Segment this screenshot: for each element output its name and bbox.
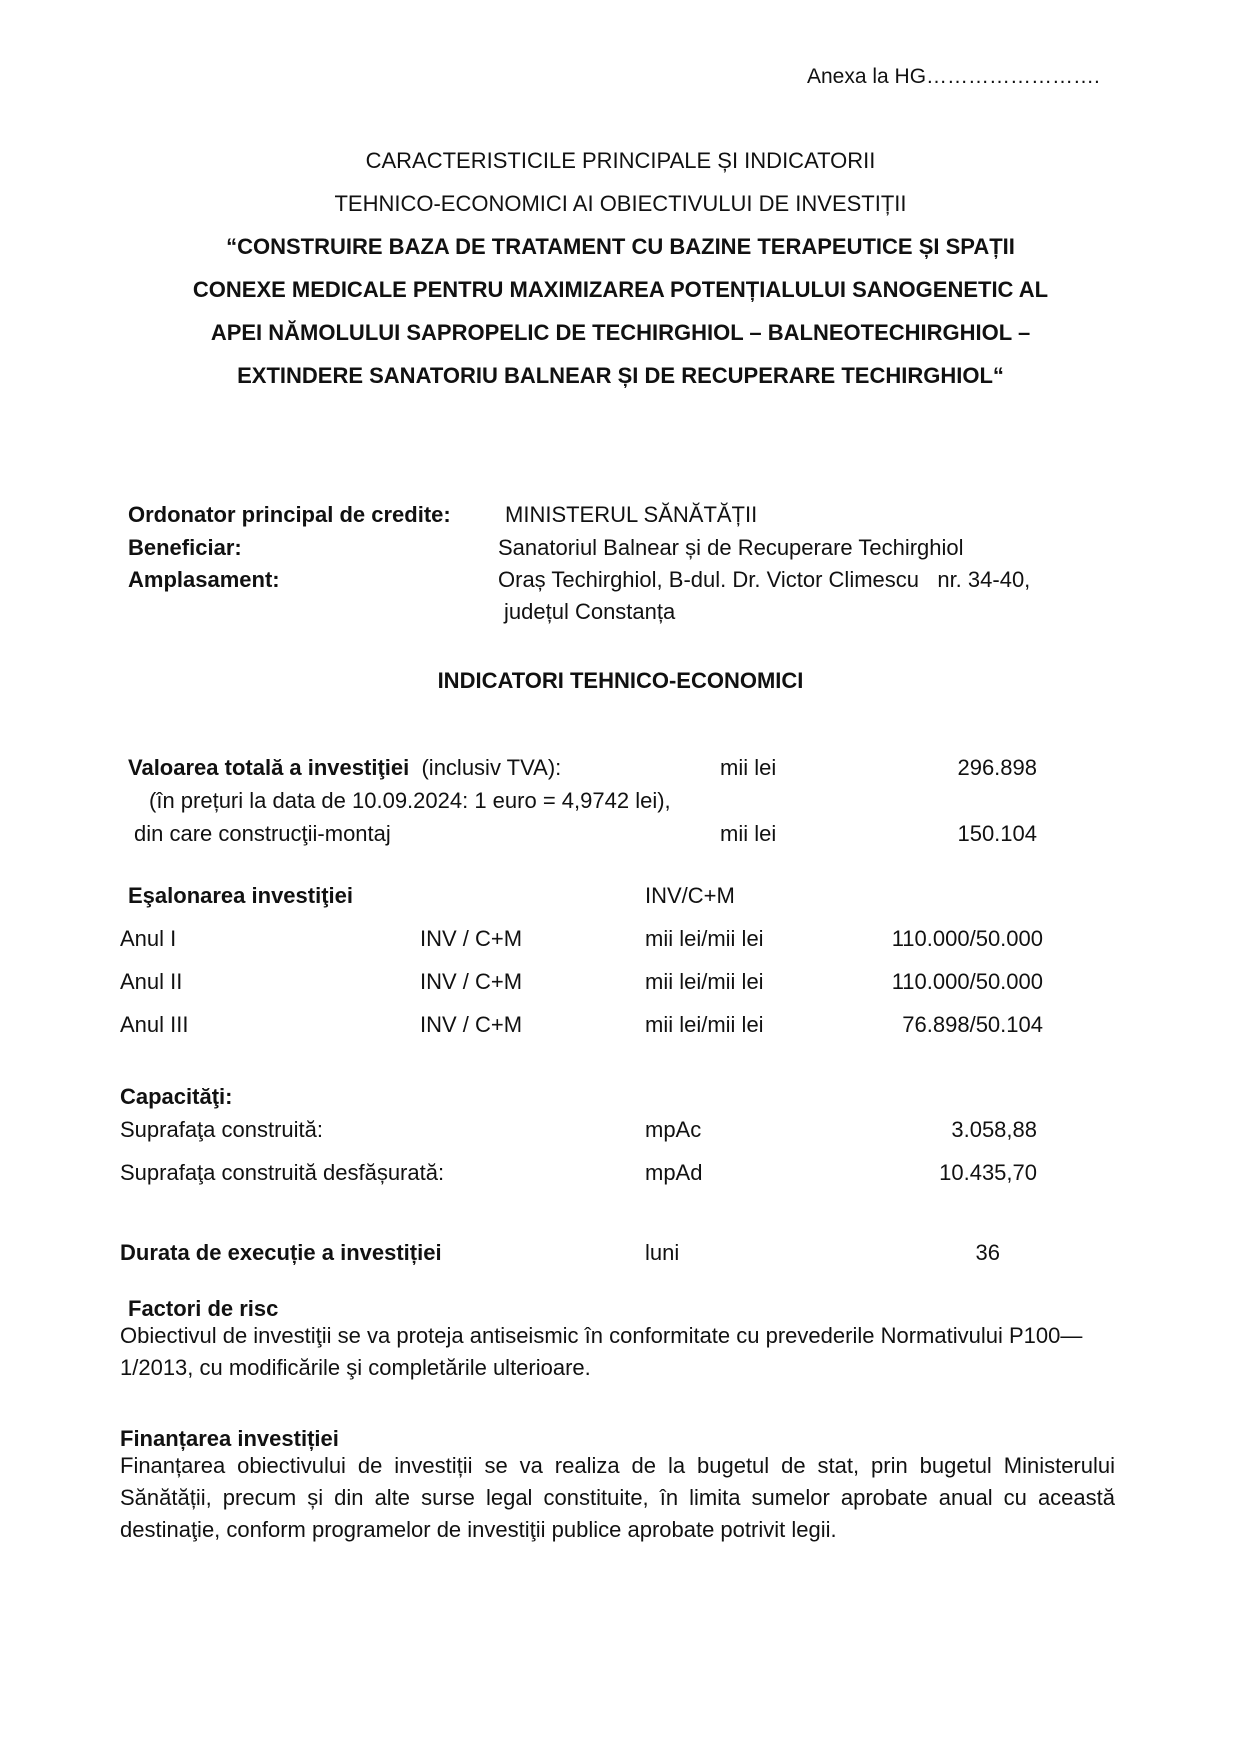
total-label-rest: (inclusiv TVA): bbox=[421, 755, 562, 780]
annex-reference: Anexa la HG……………………. bbox=[807, 65, 1100, 88]
beneficiar-value: Sanatoriul Balnear și de Recuperare Techirghiol bbox=[498, 535, 964, 560]
capacity-label: Suprafaţa construită desfășurată: bbox=[120, 1160, 445, 1185]
capacity-value: 10.435,70 bbox=[939, 1160, 1037, 1185]
schedule-year: Anul I bbox=[120, 926, 177, 951]
schedule-type: INV / C+M bbox=[420, 926, 523, 951]
duration-value: 36 bbox=[975, 1240, 1000, 1265]
schedule-unit: mii lei/mii lei bbox=[645, 1012, 764, 1037]
title-line-2: TEHNICO-ECONOMICI AI OBIECTIVULUI DE INVESTIȚII bbox=[334, 191, 907, 216]
capacity-label: Suprafaţa construită: bbox=[120, 1117, 324, 1142]
amplasament-value-line-2: județul Constanța bbox=[504, 599, 676, 624]
project-title-line-3: APEI NĂMOLULUI SAPROPELIC DE TECHIRGHIOL – BALNEOTECHIRGHIOL – bbox=[210, 320, 1031, 345]
total-unit: mii lei bbox=[720, 755, 777, 780]
project-title-line-2: CONEXE MEDICALE PENTRU MAXIMIZAREA POTENȚIALULUI SANOGENETIC AL bbox=[192, 277, 1049, 302]
capacity-unit: mpAc bbox=[645, 1117, 702, 1142]
cm-unit: mii lei bbox=[720, 821, 777, 846]
schedule-unit: mii lei/mii lei bbox=[645, 926, 764, 951]
ordonator-label: Ordonator principal de credite: bbox=[128, 502, 451, 527]
capacity-unit: mpAd bbox=[645, 1160, 703, 1185]
schedule-year: Anul II bbox=[120, 969, 183, 994]
price-note: (în prețuri la data de 10.09.2024: 1 euro = 4,9742 lei), bbox=[149, 788, 671, 813]
funding-text: Finanțarea obiectivului de investiții se va realiza de la bugetul de stat, prin bugetul Ministerului Sănătății, precum și din alte surse legal constituite, în limita sumelor aprobate anual cu această destinaţie, conform programelor de investiţii publice aprobate potrivit legii. bbox=[120, 1453, 1115, 1542]
duration-label: Durata de execuție a investiției bbox=[120, 1240, 442, 1265]
total-value-label bbox=[128, 757, 561, 779]
schedule-year: Anul III bbox=[120, 1012, 189, 1037]
schedule-type: INV / C+M bbox=[420, 969, 523, 994]
ordonator-value: MINISTERUL SĂNĂTĂȚII bbox=[505, 502, 758, 527]
amplasament-label: Amplasament: bbox=[128, 567, 280, 592]
title-line-1: CARACTERISTICILE PRINCIPALE ȘI INDICATORII bbox=[365, 148, 876, 173]
schedule-column-header: INV/C+M bbox=[645, 883, 735, 908]
amplasament-value-line-1: Oraș Techirghiol, B-dul. Dr. Victor Climescu nr. 34-40, bbox=[498, 567, 1031, 592]
risk-heading: Factori de risc bbox=[128, 1296, 279, 1321]
cm-label: din care construcţii-montaj bbox=[134, 821, 391, 846]
project-title-line-1: “CONSTRUIRE BAZA DE TRATAMENT CU BAZINE TERAPEUTICE ȘI SPAȚII bbox=[226, 234, 1015, 259]
project-title-line-4: EXTINDERE SANATORIU BALNEAR ȘI DE RECUPERARE TECHIRGHIOL“ bbox=[237, 363, 1004, 388]
capacities-heading: Capacităţi: bbox=[120, 1084, 233, 1109]
schedule-heading: Eşalonarea investiţiei bbox=[128, 883, 353, 908]
funding-heading: Finanțarea investiției bbox=[120, 1426, 339, 1451]
duration-unit: luni bbox=[645, 1240, 680, 1265]
schedule-unit: mii lei/mii lei bbox=[645, 969, 764, 994]
beneficiar-label: Beneficiar: bbox=[128, 535, 242, 560]
total-label-bold: Valoarea totală a investiţiei bbox=[128, 755, 410, 780]
cm-value: 150.104 bbox=[957, 821, 1037, 846]
schedule-type: INV / C+M bbox=[420, 1012, 523, 1037]
risk-text: Obiectivul de investiţii se va proteja antiseismic în conformitate cu prevederile Normativului P100—1/2013, cu modificările şi completările ulterioare. bbox=[120, 1323, 1083, 1380]
schedule-value: 110.000/50.000 bbox=[891, 969, 1043, 994]
schedule-value: 110.000/50.000 bbox=[891, 926, 1043, 951]
total-value: 296.898 bbox=[957, 755, 1037, 780]
indicators-heading: INDICATORI TEHNICO-ECONOMICI bbox=[437, 668, 804, 693]
schedule-value: 76.898/50.104 bbox=[902, 1012, 1043, 1037]
capacity-value: 3.058,88 bbox=[951, 1117, 1037, 1142]
